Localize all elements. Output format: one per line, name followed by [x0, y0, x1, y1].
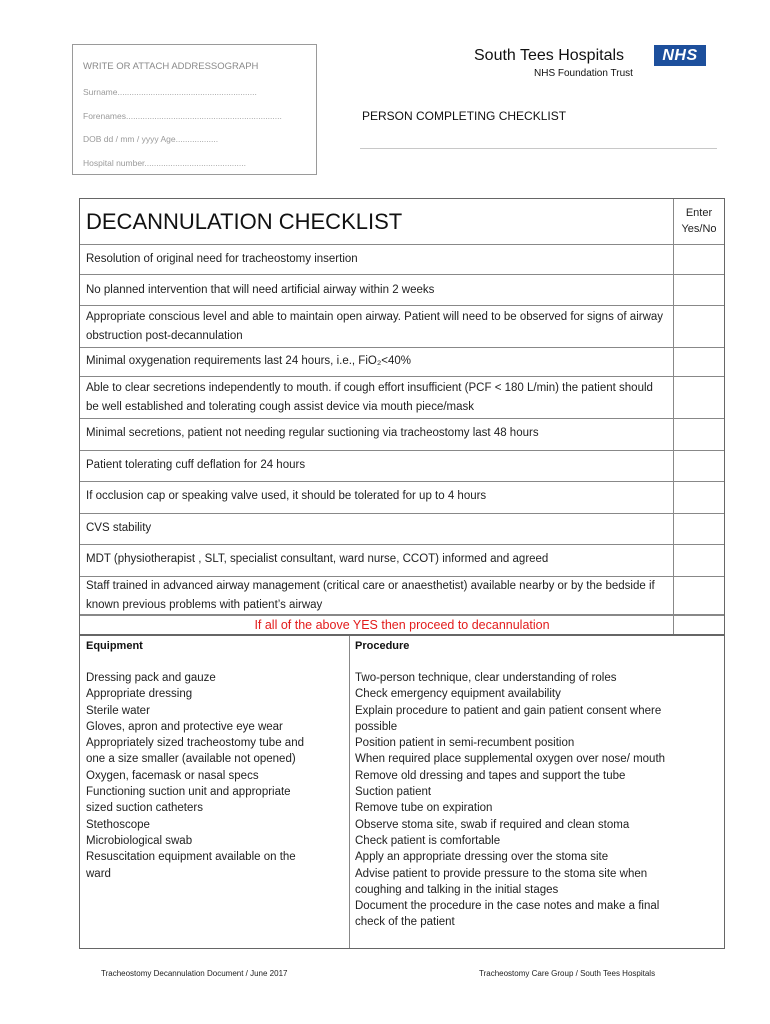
- checklist-row[interactable]: [80, 577, 724, 615]
- equipment-item: Functioning suction unit and appropriate: [86, 786, 291, 799]
- procedure-item: Remove old dressing and tapes and support the tube: [355, 769, 626, 782]
- checklist-item: Appropriate conscious level and able to maintain open airway. Patient will need to be observed for signs of airway obstruction post-decannulation: [86, 311, 664, 342]
- equipment-item: Sterile water: [86, 704, 150, 717]
- checklist-row[interactable]: [80, 514, 724, 545]
- procedure-item: Two-person technique, clear understanding of roles: [355, 672, 617, 684]
- procedure-item: Document the procedure in the case notes and make a final: [355, 900, 660, 913]
- procedure-item: Check patient is comfortable: [355, 834, 501, 847]
- procedure-heading: Procedure: [355, 640, 410, 652]
- checklist-row[interactable]: [80, 275, 724, 306]
- equipment-list: [86, 670, 344, 882]
- trust-logo-name: South Tees Hospitals: [474, 47, 625, 64]
- checklist-row[interactable]: [80, 245, 724, 275]
- proceed-note: If all of the above YES then proceed to decannulation: [80, 615, 724, 634]
- checklist-row[interactable]: [80, 348, 724, 377]
- enter-label: Enter: [685, 207, 713, 219]
- person-completing-line[interactable]: [360, 148, 717, 149]
- dob-age-field[interactable]: DOB dd / mm / yyyy Age..................: [83, 134, 219, 144]
- yes-no-label: Yes/No: [681, 223, 717, 235]
- procedure-item: Observe stoma site, swab if required and clean stoma: [355, 818, 630, 831]
- checklist-item: Resolution of original need for tracheostomy insertion: [86, 253, 358, 265]
- equipment-item: Appropriately sized tracheostomy tube and: [86, 737, 304, 750]
- column-divider: [349, 636, 350, 948]
- checklist-row[interactable]: [80, 482, 724, 514]
- person-completing-label: PERSON COMPLETING CHECKLIST: [362, 109, 567, 123]
- equipment-item: Appropriate dressing: [86, 688, 193, 701]
- equipment-item: sized suction catheters: [86, 802, 203, 815]
- checklist-item: Minimal secretions, patient not needing regular suctioning via tracheostomy last 48 hours: [86, 427, 539, 439]
- equipment-procedure-table: [79, 635, 725, 949]
- checklist-item: Patient tolerating cuff deflation for 24 hours: [86, 459, 306, 471]
- trust-subtitle: NHS Foundation Trust: [534, 68, 633, 79]
- addressograph-title: WRITE OR ATTACH ADDRESSOGRAPH: [83, 61, 259, 72]
- checklist-row[interactable]: [80, 451, 724, 482]
- equipment-item: Oxygen, facemask or nasal specs: [86, 769, 259, 782]
- decannulation-checklist-table: [79, 198, 725, 635]
- procedure-item: Position patient in semi-recumbent position: [355, 737, 575, 750]
- checklist-header: [80, 199, 724, 245]
- surname-field[interactable]: Surname...........................................................: [83, 87, 257, 97]
- checklist-item: Minimal oxygenation requirements last 24 hours, i.e., FiO₂<40%: [86, 355, 412, 367]
- procedure-item: When required place supplemental oxygen over nose/ mouth: [355, 753, 666, 766]
- equipment-heading: Equipment: [86, 640, 143, 652]
- checklist-row[interactable]: [80, 377, 724, 419]
- procedure-item: check of the patient: [355, 916, 455, 929]
- procedure-item: Advise patient to provide pressure to the stoma site when: [355, 867, 648, 880]
- footer-left: Tracheostomy Decannulation Document / June 2017: [101, 969, 288, 978]
- checklist-row[interactable]: [80, 419, 724, 451]
- checklist-item: CVS stability: [86, 522, 152, 534]
- addressograph-box[interactable]: [72, 44, 317, 175]
- procedure-item: Remove tube on expiration: [355, 802, 493, 815]
- checklist-item: Able to clear secretions independently to mouth. if cough effort insufficient (PCF < 180 L/min) the patient should be well established and tolerating cough assist device via mouth piece/mask: [86, 382, 653, 413]
- equipment-item: Gloves, apron and protective eye wear: [86, 720, 283, 733]
- equipment-item: Stethoscope: [86, 818, 150, 831]
- equipment-item: Dressing pack and gauze: [86, 672, 216, 684]
- enter-yes-no-header: [673, 205, 725, 237]
- procedure-item: Check emergency equipment availability: [355, 688, 561, 701]
- hospital-number-field[interactable]: Hospital number...........................................: [83, 158, 246, 168]
- checklist-item: If occlusion cap or speaking valve used, it should be tolerated for up to 4 hours: [86, 490, 487, 502]
- equipment-item: one a size smaller (available not opened): [86, 753, 296, 766]
- procedure-item: Explain procedure to patient and gain patient consent where: [355, 704, 662, 717]
- procedure-item: Suction patient: [355, 786, 432, 799]
- checklist-title: DECANNULATION CHECKLIST: [86, 209, 403, 234]
- nhs-logo: NHS: [654, 45, 706, 66]
- checklist-item: Staff trained in advanced airway management (critical care or anaesthetist) available nearby or by the bedside if known previous problems with patient’s airway: [86, 580, 655, 611]
- checklist-row[interactable]: [80, 306, 724, 348]
- forenames-field[interactable]: Forenames..................................................................: [83, 111, 282, 121]
- checklist-row[interactable]: [80, 545, 724, 577]
- footer-right: Tracheostomy Care Group / South Tees Hospitals: [479, 969, 656, 978]
- procedure-item: coughing and talking in the initial stages: [355, 883, 559, 896]
- checklist-item: No planned intervention that will need artificial airway within 2 weeks: [86, 284, 435, 296]
- equipment-item: ward: [86, 867, 111, 880]
- procedure-item: Apply an appropriate dressing over the stoma site: [355, 851, 609, 864]
- checklist-item: MDT (physiotherapist , SLT, specialist consultant, ward nurse, CCOT) informed and agreed: [86, 553, 549, 565]
- equipment-item: Microbiological swab: [86, 834, 193, 847]
- procedure-list: [355, 670, 720, 931]
- procedure-item: possible: [355, 720, 398, 733]
- equipment-item: Resuscitation equipment available on the: [86, 851, 296, 864]
